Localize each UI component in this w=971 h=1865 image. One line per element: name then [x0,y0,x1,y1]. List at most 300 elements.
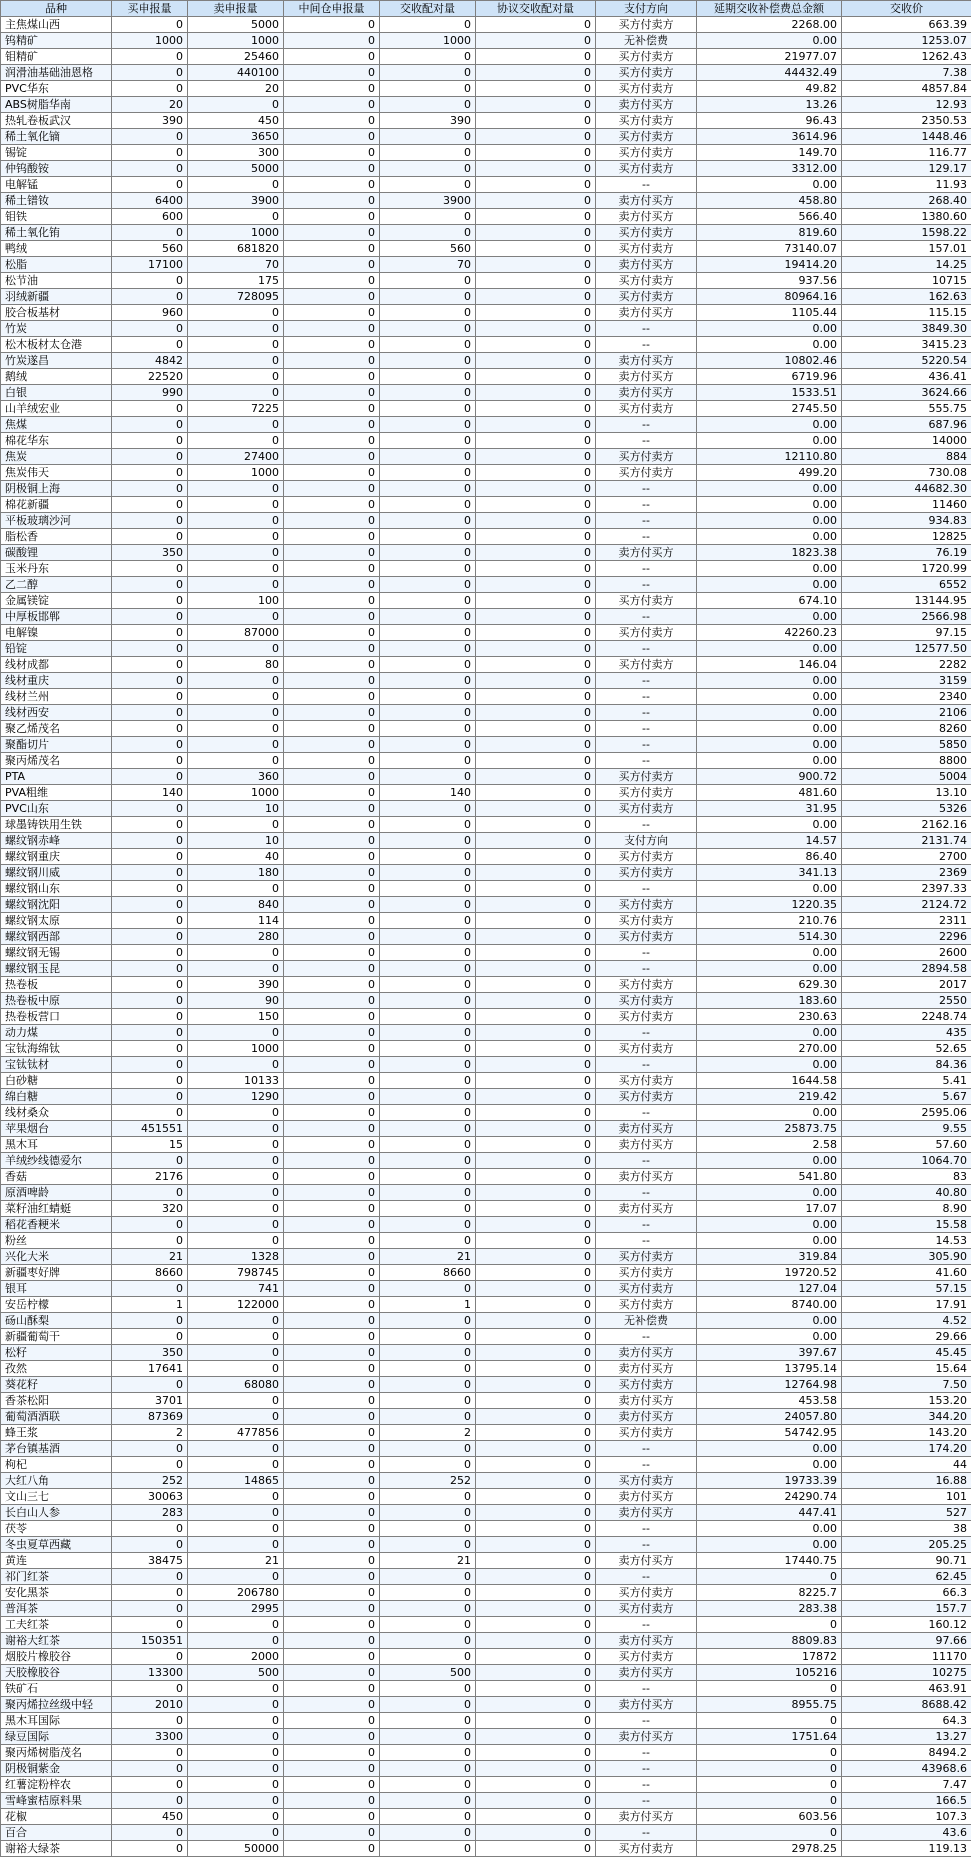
table-row[interactable] [1,305,971,321]
table-row[interactable] [1,1377,971,1393]
intermediate-declared-cell: 0 [284,481,380,497]
agreement-matched-cell: 0 [476,1361,596,1377]
intermediate-declared-cell: 0 [284,113,380,129]
agreement-matched-cell: 0 [476,449,596,465]
table-row[interactable] [1,257,971,273]
table-row[interactable] [1,945,971,961]
sell-declared-cell: 0 [188,1137,284,1153]
intermediate-declared-cell: 0 [284,193,380,209]
sell-declared-cell: 90 [188,993,284,1009]
table-row[interactable] [1,417,971,433]
sell-declared-cell: 3650 [188,129,284,145]
agreement-matched-cell: 0 [476,1409,596,1425]
table-row[interactable] [1,113,971,129]
variety-cell: 热轧卷板武汉 [1,113,112,129]
table-row[interactable] [1,1217,971,1233]
compensation-total-cell: 629.30 [697,977,842,993]
table-row[interactable] [1,193,971,209]
delivery-matched-cell: 0 [380,449,476,465]
agreement-matched-cell: 0 [476,1329,596,1345]
table-row[interactable] [1,161,971,177]
delivery-matched-cell: 0 [380,849,476,865]
payment-direction-cell: 买方付卖方 [596,1297,697,1313]
table-row[interactable] [1,1793,971,1809]
sell-declared-cell: 10 [188,801,284,817]
table-row[interactable] [1,1713,971,1729]
sell-declared-cell: 0 [188,1537,284,1553]
table-row[interactable] [1,673,971,689]
compensation-total-cell: 0.00 [697,481,842,497]
table-row[interactable] [1,97,971,113]
agreement-matched-cell: 0 [476,1009,596,1025]
intermediate-declared-cell: 0 [284,1041,380,1057]
compensation-total-cell: 0.00 [697,689,842,705]
variety-cell: 大红八角 [1,1473,112,1489]
table-row[interactable] [1,1393,971,1409]
compensation-total-cell: 127.04 [697,1281,842,1297]
table-row[interactable] [1,497,971,513]
table-row[interactable] [1,785,971,801]
buy-declared-cell: 0 [112,993,188,1009]
delivery-matched-cell: 0 [380,1793,476,1809]
table-row[interactable] [1,65,971,81]
intermediate-declared-cell: 0 [284,1521,380,1537]
col-header-delivery-price[interactable]: 交收价 [842,1,971,17]
buy-declared-cell: 4842 [112,353,188,369]
variety-cell: 金属镁锭 [1,593,112,609]
variety-cell: 热卷板中原 [1,993,112,1009]
table-row[interactable] [1,273,971,289]
variety-cell: 棉花华东 [1,433,112,449]
buy-declared-cell: 21 [112,1249,188,1265]
col-header-variety[interactable]: 品种 [1,1,112,17]
delivery-matched-cell: 0 [380,1601,476,1617]
table-row[interactable] [1,1297,971,1313]
delivery-price-cell: 205.25 [842,1537,971,1553]
table-row[interactable] [1,129,971,145]
variety-cell: 松木板材太仓港 [1,337,112,353]
delivery-matched-cell: 0 [380,209,476,225]
table-row[interactable] [1,737,971,753]
agreement-matched-cell: 0 [476,1281,596,1297]
sell-declared-cell: 0 [188,609,284,625]
compensation-total-cell: 1823.38 [697,545,842,561]
sell-declared-cell: 0 [188,737,284,753]
sell-declared-cell: 0 [188,1729,284,1745]
compensation-total-cell: 25873.75 [697,1121,842,1137]
table-row[interactable] [1,1537,971,1553]
table-row[interactable] [1,353,971,369]
intermediate-declared-cell: 0 [284,961,380,977]
compensation-total-cell: 31.95 [697,801,842,817]
table-row[interactable] [1,897,971,913]
delivery-price-cell: 5.41 [842,1073,971,1089]
variety-cell: 球墨铸铁用生铁 [1,817,112,833]
variety-cell: 白银 [1,385,112,401]
sell-declared-cell: 0 [188,1217,284,1233]
variety-cell: 松籽 [1,1345,112,1361]
table-row[interactable] [1,1457,971,1473]
table-row[interactable] [1,705,971,721]
table-row[interactable] [1,1041,971,1057]
table-row[interactable] [1,81,971,97]
table-row[interactable] [1,1153,971,1169]
variety-cell: 线材西安 [1,705,112,721]
delivery-matched-cell: 0 [380,513,476,529]
table-row[interactable] [1,17,971,33]
agreement-matched-cell: 0 [476,433,596,449]
agreement-matched-cell: 0 [476,1393,596,1409]
col-header-agreement-matched[interactable]: 协议交收配对量 [476,1,596,17]
payment-direction-cell: 卖方付买方 [596,1697,697,1713]
buy-declared-cell: 0 [112,1825,188,1841]
table-row[interactable] [1,1841,971,1857]
table-row[interactable] [1,721,971,737]
table-row[interactable] [1,1505,971,1521]
table-row[interactable] [1,1633,971,1649]
delivery-matched-cell: 0 [380,673,476,689]
table-row[interactable] [1,977,971,993]
table-row[interactable] [1,1473,971,1489]
buy-declared-cell: 0 [112,881,188,897]
sell-declared-cell: 0 [188,545,284,561]
table-row[interactable] [1,641,971,657]
table-row[interactable] [1,1313,971,1329]
intermediate-declared-cell: 0 [284,993,380,1009]
delivery-matched-cell: 0 [380,689,476,705]
table-row[interactable] [1,481,971,497]
delivery-price-cell: 157.01 [842,241,971,257]
variety-cell: 粉丝 [1,1233,112,1249]
payment-direction-cell: 买方付卖方 [596,129,697,145]
table-row[interactable] [1,1553,971,1569]
table-row[interactable] [1,1057,971,1073]
table-row[interactable] [1,929,971,945]
table-row[interactable] [1,1649,971,1665]
payment-direction-cell: 买方付卖方 [596,1473,697,1489]
delivery-matched-cell: 0 [380,273,476,289]
delivery-matched-cell: 390 [380,113,476,129]
table-row[interactable] [1,817,971,833]
col-header-sell-declared[interactable]: 卖申报量 [188,1,284,17]
agreement-matched-cell: 0 [476,865,596,881]
sell-declared-cell: 10 [188,833,284,849]
intermediate-declared-cell: 0 [284,1313,380,1329]
sell-declared-cell: 1000 [188,33,284,49]
table-row[interactable] [1,1761,971,1777]
sell-declared-cell: 681820 [188,241,284,257]
variety-cell: PVA粗维 [1,785,112,801]
sell-declared-cell: 0 [188,1617,284,1633]
intermediate-declared-cell: 0 [284,705,380,721]
intermediate-declared-cell: 0 [284,1745,380,1761]
intermediate-declared-cell: 0 [284,1345,380,1361]
payment-direction-cell: 买方付卖方 [596,913,697,929]
delivery-price-cell: 41.60 [842,1265,971,1281]
table-row[interactable] [1,881,971,897]
variety-cell: 银耳 [1,1281,112,1297]
table-row[interactable] [1,1169,971,1185]
table-row[interactable] [1,33,971,49]
table-row[interactable] [1,241,971,257]
agreement-matched-cell: 0 [476,1809,596,1825]
agreement-matched-cell: 0 [476,1697,596,1713]
compensation-total-cell: 397.67 [697,1345,842,1361]
compensation-total-cell: 17872 [697,1649,842,1665]
table-row[interactable] [1,1281,971,1297]
table-row[interactable] [1,1697,971,1713]
delivery-price-cell: 2595.06 [842,1105,971,1121]
delivery-matched-cell: 0 [380,657,476,673]
table-row[interactable] [1,289,971,305]
variety-cell: 电解锰 [1,177,112,193]
table-row[interactable] [1,689,971,705]
buy-declared-cell: 0 [112,161,188,177]
sell-declared-cell: 122000 [188,1297,284,1313]
intermediate-declared-cell: 0 [284,1553,380,1569]
table-row[interactable] [1,1681,971,1697]
delivery-matched-cell: 0 [380,161,476,177]
payment-direction-cell: -- [596,1217,697,1233]
payment-direction-cell: 买方付卖方 [596,17,697,33]
compensation-total-cell: 0.00 [697,721,842,737]
table-row[interactable] [1,1073,971,1089]
table-row[interactable] [1,1105,971,1121]
table-row[interactable] [1,49,971,65]
intermediate-declared-cell: 0 [284,401,380,417]
agreement-matched-cell: 0 [476,1185,596,1201]
variety-cell: 蜂王浆 [1,1425,112,1441]
payment-direction-cell: -- [596,1105,697,1121]
table-row[interactable] [1,401,971,417]
table-row[interactable] [1,577,971,593]
table-row[interactable] [1,321,971,337]
table-row[interactable] [1,1809,971,1825]
sell-declared-cell: 0 [188,497,284,513]
compensation-total-cell: 0.00 [697,1521,842,1537]
delivery-matched-cell: 0 [380,305,476,321]
table-row[interactable] [1,1521,971,1537]
table-row[interactable] [1,1601,971,1617]
table-row[interactable] [1,145,971,161]
compensation-total-cell: 0.00 [697,705,842,721]
intermediate-declared-cell: 0 [284,721,380,737]
delivery-price-cell: 64.3 [842,1713,971,1729]
delivery-price-cell: 1448.46 [842,129,971,145]
buy-declared-cell: 0 [112,1537,188,1553]
table-row[interactable] [1,849,971,865]
table-row[interactable] [1,1121,971,1137]
table-row[interactable] [1,1825,971,1841]
table-row[interactable] [1,1025,971,1041]
table-row[interactable] [1,545,971,561]
agreement-matched-cell: 0 [476,1761,596,1777]
table-row[interactable] [1,625,971,641]
table-row[interactable] [1,913,971,929]
table-row[interactable] [1,593,971,609]
payment-direction-cell: 卖方付买方 [596,545,697,561]
payment-direction-cell: -- [596,1681,697,1697]
table-row[interactable] [1,1249,971,1265]
variety-cell: 松脂 [1,257,112,273]
buy-declared-cell: 0 [112,737,188,753]
sell-declared-cell: 0 [188,1169,284,1185]
buy-declared-cell: 8660 [112,1265,188,1281]
compensation-total-cell: 0.00 [697,1153,842,1169]
table-row[interactable] [1,1441,971,1457]
sell-declared-cell: 0 [188,321,284,337]
table-row[interactable] [1,561,971,577]
agreement-matched-cell: 0 [476,897,596,913]
intermediate-declared-cell: 0 [284,833,380,849]
delivery-price-cell: 2106 [842,705,971,721]
table-row[interactable] [1,449,971,465]
agreement-matched-cell: 0 [476,881,596,897]
variety-cell: 钨精矿 [1,33,112,49]
variety-cell: 竹炭 [1,321,112,337]
table-row[interactable] [1,657,971,673]
col-header-compensation-total[interactable]: 延期交收补偿费总金额 [697,1,842,17]
table-row[interactable] [1,1425,971,1441]
table-row[interactable] [1,1265,971,1281]
payment-direction-cell: -- [596,1537,697,1553]
agreement-matched-cell: 0 [476,769,596,785]
table-row[interactable] [1,993,971,1009]
table-row[interactable] [1,1345,971,1361]
compensation-total-cell: 54742.95 [697,1425,842,1441]
variety-cell: 宝钛海绵钛 [1,1041,112,1057]
buy-declared-cell: 0 [112,49,188,65]
table-row[interactable] [1,1777,971,1793]
agreement-matched-cell: 0 [476,1041,596,1057]
delivery-price-cell: 7.38 [842,65,971,81]
payment-direction-cell: 买方付卖方 [596,1377,697,1393]
intermediate-declared-cell: 0 [284,1793,380,1809]
table-row[interactable] [1,1729,971,1745]
compensation-total-cell: 1220.35 [697,897,842,913]
table-row[interactable] [1,369,971,385]
payment-direction-cell: 卖方付买方 [596,209,697,225]
delivery-matched-cell: 2 [380,1425,476,1441]
table-row[interactable] [1,337,971,353]
intermediate-declared-cell: 0 [284,593,380,609]
intermediate-declared-cell: 0 [284,1057,380,1073]
table-row[interactable] [1,961,971,977]
table-row[interactable] [1,1489,971,1505]
variety-cell: 竹炭遂昌 [1,353,112,369]
variety-cell: 阴极铜紫金 [1,1761,112,1777]
variety-cell: 雪峰蜜桔原料果 [1,1793,112,1809]
compensation-total-cell: 0 [697,1777,842,1793]
delivery-price-cell: 2397.33 [842,881,971,897]
sell-declared-cell: 70 [188,257,284,273]
table-row[interactable] [1,769,971,785]
agreement-matched-cell: 0 [476,465,596,481]
sell-declared-cell: 728095 [188,289,284,305]
col-header-intermediate-declared[interactable]: 中间仓申报量 [284,1,380,17]
agreement-matched-cell: 0 [476,193,596,209]
table-row[interactable] [1,1329,971,1345]
compensation-total-cell: 24290.74 [697,1489,842,1505]
table-row[interactable] [1,1585,971,1601]
sell-declared-cell: 114 [188,913,284,929]
table-row[interactable] [1,1089,971,1105]
table-row[interactable] [1,1569,971,1585]
agreement-matched-cell: 0 [476,225,596,241]
compensation-total-cell: 283.38 [697,1601,842,1617]
payment-direction-cell: 买方付卖方 [596,401,697,417]
compensation-total-cell: 24057.80 [697,1409,842,1425]
col-header-payment-direction[interactable]: 支付方向 [596,1,697,17]
delivery-price-cell: 84.36 [842,1057,971,1073]
agreement-matched-cell: 0 [476,929,596,945]
table-row[interactable] [1,385,971,401]
variety-cell: 兴化大米 [1,1249,112,1265]
buy-declared-cell: 0 [112,321,188,337]
sell-declared-cell: 150 [188,1009,284,1025]
compensation-total-cell: 319.84 [697,1249,842,1265]
agreement-matched-cell: 0 [476,1617,596,1633]
col-header-delivery-matched[interactable]: 交收配对量 [380,1,476,17]
table-row[interactable] [1,1137,971,1153]
agreement-matched-cell: 0 [476,833,596,849]
table-row[interactable] [1,177,971,193]
table-row[interactable] [1,1201,971,1217]
table-row[interactable] [1,753,971,769]
table-row[interactable] [1,1665,971,1681]
intermediate-declared-cell: 0 [284,369,380,385]
table-row[interactable] [1,865,971,881]
col-header-buy-declared[interactable]: 买申报量 [112,1,188,17]
buy-declared-cell: 2176 [112,1169,188,1185]
table-row[interactable] [1,1745,971,1761]
table-row[interactable] [1,609,971,625]
payment-direction-cell: 买方付卖方 [596,1841,697,1857]
payment-direction-cell: -- [596,1441,697,1457]
variety-cell: 羊绒纱线德爱尔 [1,1153,112,1169]
delivery-price-cell: 663.39 [842,17,971,33]
table-row[interactable] [1,1617,971,1633]
table-row[interactable] [1,225,971,241]
compensation-total-cell: 183.60 [697,993,842,1009]
payment-direction-cell: 买方付卖方 [596,593,697,609]
compensation-total-cell: 0.00 [697,1233,842,1249]
variety-cell: 聚丙烯树脂茂名 [1,1745,112,1761]
buy-declared-cell: 451551 [112,1121,188,1137]
table-row[interactable] [1,433,971,449]
table-row[interactable] [1,1361,971,1377]
delivery-matched-cell: 0 [380,1713,476,1729]
delivery-price-cell: 97.66 [842,1633,971,1649]
table-row[interactable] [1,1185,971,1201]
table-row[interactable] [1,833,971,849]
table-row[interactable] [1,1233,971,1249]
table-row[interactable] [1,1409,971,1425]
intermediate-declared-cell: 0 [284,1505,380,1521]
table-row[interactable] [1,801,971,817]
table-row[interactable] [1,209,971,225]
sell-declared-cell: 0 [188,561,284,577]
intermediate-declared-cell: 0 [284,1137,380,1153]
sell-declared-cell: 0 [188,1441,284,1457]
intermediate-declared-cell: 0 [284,1569,380,1585]
table-row[interactable] [1,513,971,529]
table-row[interactable] [1,1009,971,1025]
buy-declared-cell: 0 [112,625,188,641]
variety-cell: 香茶松阳 [1,1393,112,1409]
table-row[interactable] [1,529,971,545]
table-row[interactable] [1,465,971,481]
